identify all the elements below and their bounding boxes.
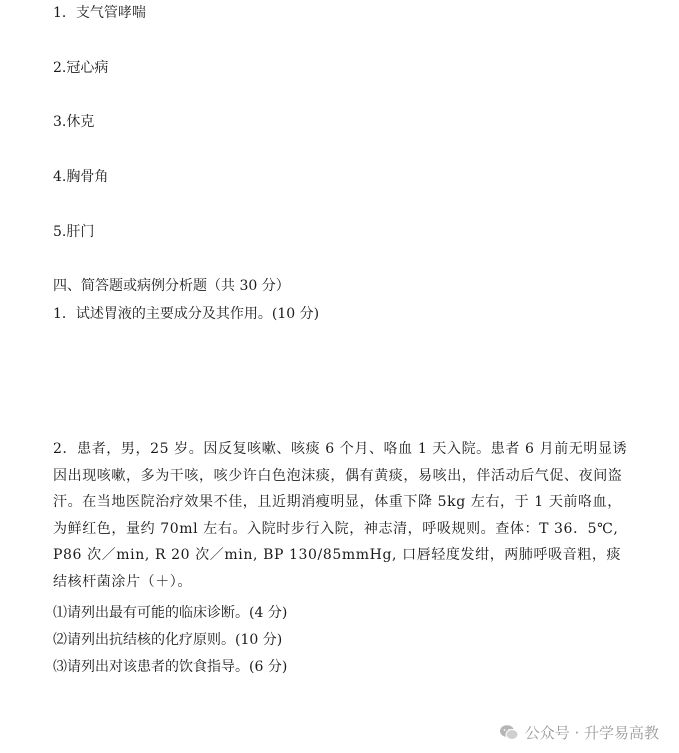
term-3: 3.休克 [53,114,95,130]
watermark [499,722,659,743]
sub-question-3: ⑶请列出对该患者的饮食指导。(6 分) [53,659,288,675]
sub-question-2: ⑵请列出抗结核的化疗原则。(10 分) [53,632,283,648]
term-5: 5.肝门 [53,224,95,240]
question-2: 2．患者，男，25 岁。因反复咳嗽、咳痰 6 个月、咯血 1 天入院。患者 6 月前无明显诱因出现咳嗽，多为干咳，咳少许白色泡沫痰，偶有黄痰，易咳出，伴活动后气促、夜间盗汗。在当地医院治疗效果不佳，且近期消瘦明显，体重下降 5kg 左右，于 1 天前咯血，为鲜红色，量约 70ml 左右。入院时步行入院，神志清，呼吸规则。查体：T 36．5℃, P86 次／min, R 20 次／min, BP 130/85mmHg, 口唇轻度发绀，两肺呼吸音粗，痰结核杆菌涂片（＋）。 [53,441,628,590]
term-1: 1．支气管哮喘 [53,5,146,21]
wechat-icon [499,724,519,741]
section-heading: 四、简答题或病例分析题（共 30 分） [53,278,290,294]
watermark-text: 公众号 · 升学易高教 [524,724,659,742]
term-4: 4.胸骨角 [53,169,109,185]
term-2: 2.冠心病 [53,60,109,76]
sub-question-1: ⑴请列出最有可能的临床诊断。(4 分) [53,605,288,621]
question-1: 1．试述胃液的主要成分及其作用。(10 分) [53,306,320,322]
